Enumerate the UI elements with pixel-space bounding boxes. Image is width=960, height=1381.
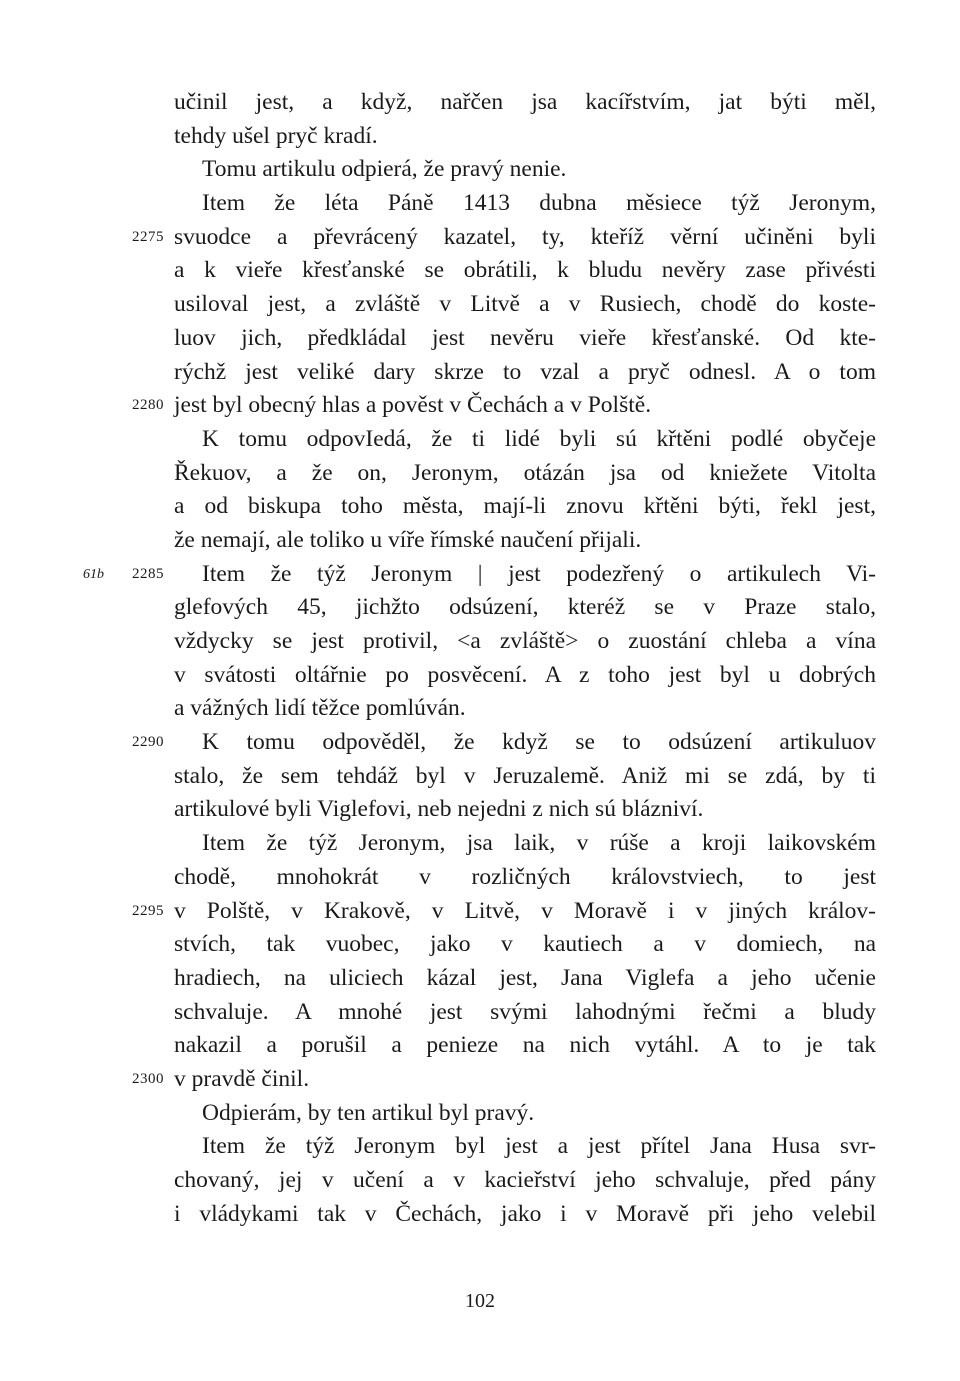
text-line — [132, 1063, 876, 1097]
text-line — [132, 726, 876, 760]
text-line — [174, 591, 876, 625]
page-number: 102 — [465, 1290, 495, 1312]
text-line — [132, 221, 876, 255]
line-number: 2300 — [132, 1070, 164, 1087]
text-line — [174, 1164, 876, 1198]
text-line — [174, 356, 876, 390]
line-number: 2290 — [132, 734, 164, 751]
line-number: 2275 — [132, 228, 164, 245]
text-line — [174, 793, 876, 827]
line-text: schvaluje. A mnohé jest svými lahodnými řečmi a bludy — [174, 998, 876, 1025]
text-line — [174, 1130, 876, 1164]
text-line — [174, 490, 876, 524]
text-line — [174, 1097, 876, 1131]
text-line — [174, 1198, 876, 1232]
line-text: Item že týž Jeronym, jsa laik, v rúše a kroji laikovském — [202, 830, 876, 857]
text-line — [174, 322, 876, 356]
text-line — [174, 861, 876, 895]
line-text: usiloval jest, a zvláště v Litvě a v Rusiech, chodě do koste- — [174, 291, 876, 318]
line-text: luov jich, předkládal jest nevěru vieře křesťanské. Od kte- — [174, 324, 876, 351]
line-text: Item že týž Jeronym | jest podezřený o artikulech Vi- — [202, 560, 876, 587]
line-text: nakazil a porušil a penieze na nich vytáhl. A to je tak — [174, 1032, 876, 1059]
line-text: Tomu artikulu odpierá, že pravý nenie. — [202, 156, 567, 183]
line-text: hradiech, na uliciech kázal jest, Jana Viglefa a jeho učenie — [174, 964, 876, 991]
line-text: artikulové byli Viglefovi, neb nejedni z nich sú blázniví. — [174, 796, 704, 823]
line-number: 2280 — [132, 397, 164, 414]
text-line — [132, 895, 876, 929]
line-text: stvích, tak vuobec, jako v kautiech a v domiech, na — [174, 931, 876, 958]
text-line — [174, 423, 876, 457]
text-line — [174, 254, 876, 288]
line-text: tehdy ušel pryč kradí. — [174, 122, 378, 149]
line-text: v pravdě činil. — [174, 1065, 310, 1092]
line-text: Item že léta Páně 1413 dubna měsiece týž Jeronym, — [202, 190, 876, 217]
line-text: jest byl obecný hlas a pověst v Čechách a v Polště. — [174, 392, 652, 419]
line-text: i vládykami tak v Čechách, jako i v Moravě při jeho velebil — [174, 1200, 876, 1227]
text-line — [174, 153, 876, 187]
line-text: stalo, že sem tehdáž byl v Jeruzalemě. Aniž mi se zdá, by ti — [174, 762, 876, 789]
text-line — [174, 996, 876, 1030]
text-line — [174, 120, 876, 154]
text-line — [174, 659, 876, 693]
line-text: že nemají, ale toliko u víře římské naučení přijali. — [174, 526, 642, 553]
line-text: v Polště, v Krakově, v Litvě, v Moravě i v jiných králov- — [174, 897, 876, 924]
line-text: učinil jest, a když, nařčen jsa kacířstvím, jat býti měl, — [174, 89, 876, 115]
line-text: a vážných lidí těžce pomlúván. — [174, 695, 466, 722]
line-number: 2295 — [132, 902, 164, 919]
text-line — [174, 288, 876, 322]
line-text: Odpierám, by ten artikul byl pravý. — [202, 1099, 535, 1126]
text-line — [174, 86, 876, 120]
text-line — [174, 827, 876, 861]
text-line — [174, 457, 876, 491]
line-text: svuodce a převrácený kazatel, ty, kteříž věrní učiněni byli — [174, 223, 876, 250]
text-line — [174, 962, 876, 996]
text-line — [83, 558, 876, 592]
line-text: a k vieře křesťanské se obrátili, k bludu nevěry zase přivésti — [174, 257, 876, 284]
line-text: a od biskupa toho města, mají-li znovu křtěni býti, řekl jest, — [174, 493, 876, 520]
text-line — [174, 524, 876, 558]
line-text: rýchž jest veliké dary skrze to vzal a pryč odnesl. A o tom — [174, 358, 876, 385]
text-line — [132, 389, 876, 423]
text-line — [174, 625, 876, 659]
line-text: chodě, mnohokrát v rozličných královstviech, to jest — [174, 863, 876, 890]
text-line — [174, 692, 876, 726]
line-text: glefových 45, jichžto odsúzení, kteréž se v Praze stalo, — [174, 594, 876, 621]
text-line — [174, 187, 876, 221]
body-text — [83, 86, 876, 1231]
line-number: 2285 — [132, 565, 164, 582]
text-line — [174, 760, 876, 794]
line-text: chovaný, jej v učení a v kacieřství jeho schvaluje, před pány — [174, 1167, 876, 1193]
line-text: v svátosti oltářnie po posvěcení. A z toho jest byl u dobrých — [174, 661, 876, 688]
line-text: K tomu odpověděl, že když se to odsúzení artikuluov — [202, 729, 876, 756]
folio-marker: 61b — [83, 566, 104, 582]
line-text: vždycky se jest protivil, <a zvláště> o zuostání chleba a vína — [174, 628, 876, 654]
text-line — [174, 928, 876, 962]
line-text: Item že týž Jeronym byl jest a jest přítel Jana Husa svr- — [202, 1133, 876, 1160]
line-text: Řekuov, a že on, Jeronym, otázán jsa od kniežete Vitolta — [174, 459, 876, 486]
line-text: K tomu odpovIedá, že ti lidé byli sú křtěni podlé obyčeje — [202, 425, 876, 452]
text-line — [174, 1029, 876, 1063]
